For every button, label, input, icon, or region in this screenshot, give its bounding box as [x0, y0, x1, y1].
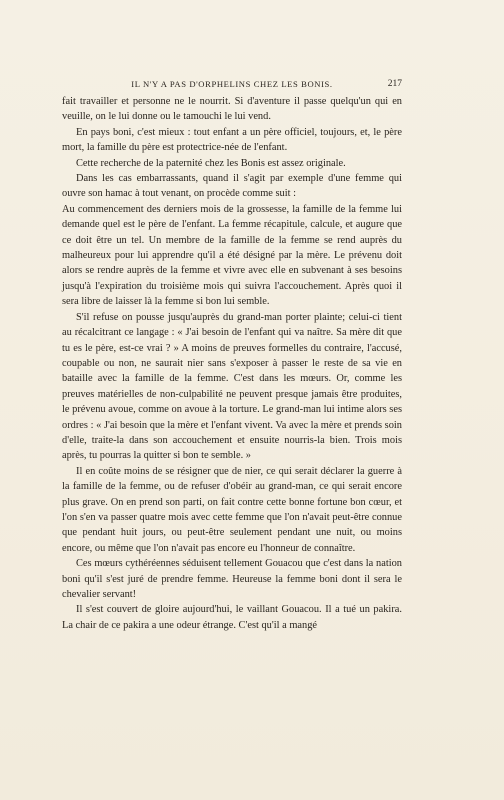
body-text: [62, 94, 402, 633]
paragraph: Il en coûte moins de se résigner que de nier, ce qui serait déclarer la guerre à la famille de la femme, ou de refuser d'obéir au grand-man, ce qui serait encore plus grave. On en prend son parti, on fait contre cette bonne fortune bon cœur, et l'on s'en va passer quatre mois avec cette femme que l'on n'avait peut-être connue que pendant huit jours, ou peut-être seulement pendant une nuit, ou moins encore, ou même que l'on n'avait pas encore eu l'honneur de connaître.: [62, 465, 402, 554]
paragraph: En pays boni, c'est mieux : tout enfant a un père officiel, toujours, et, le père mort, la famille du père est protectrice-née de l'enfant.: [62, 126, 402, 154]
paragraph: Ces mœurs cythéréennes séduisent tellement Gouacou que c'est dans la nation boni qu'il s'est juré de prendre femme. Heureuse la femme boni dont il sera le chevalier servant!: [62, 558, 402, 600]
paragraph: Dans les cas embarrassants, quand il s'agit par exemple d'une femme qui ouvre son hamac à tout venant, on procède comme suit :: [62, 173, 402, 200]
paragraph: S'il refuse on pousse jusqu'auprès du grand-man porter plainte; celui-ci tient au récalcitrant ce langage : « J'ai besoin de l'enfant qui va naître. Sa mère dit que tu es le père, est-ce vrai ? » A moins de preuves formelles du contraire, l'accusé, coupable ou non, ne saurait nier sans s'exposer à passer le reste de sa vie en bataille avec la famille de la femme. C'est dans les mœurs. Or, comme les preuves matérielles de non-culpabilité ne peuvent presque jamais être produites, le prévenu avoue, comme on avoue à la torture. Le grand-man lui intime alors ses ordres : « J'ai besoin que la mère et l'enfant vivent. Va avec la mère et prends soin d'elle, traite-la dans son accouchement et ensuite nourris-la bien. Trois mois après, tu pourras la quitter si bon te semble. »: [62, 311, 402, 462]
paragraph: fait travailler et personne ne le nourrit. Si d'aventure il passe quelqu'un qui en veuille, on le lui donne ou le tamouchi le lui vend.: [62, 96, 402, 123]
page-header: [62, 79, 402, 93]
paragraph: Il s'est couvert de gloire aujourd'hui, le vaillant Gouacou. Il a tué un pakira. La chair de ce pakira a une odeur étrange. C'est qu'il a mangé: [62, 604, 402, 631]
paragraph: Cette recherche de la paternité chez les Bonis est assez originale.: [76, 157, 346, 169]
page-number: 217: [387, 79, 402, 89]
paragraph: Au commencement des derniers mois de la grossesse, la famille de la femme lui demande quel est le père de l'enfant. La femme récapitule, calcule, et augure que ce doit être un tel. Un membre de la famille de la femme se rend auprès du malheureux pour lui apprendre qu'il a été désigné par la mère. Le prévenu doit alors se rendre auprès de la femme et vivre avec elle en subvenant à ses besoins jusqu'à l'expiration du troisième mois qui suivra l'accouchement. Après quoi il sera libre de laisser là la femme si bon lui semble.: [62, 203, 402, 308]
running-title: IL N'Y A PAS D'ORPHELINS CHEZ LES BONIS.: [131, 79, 333, 89]
